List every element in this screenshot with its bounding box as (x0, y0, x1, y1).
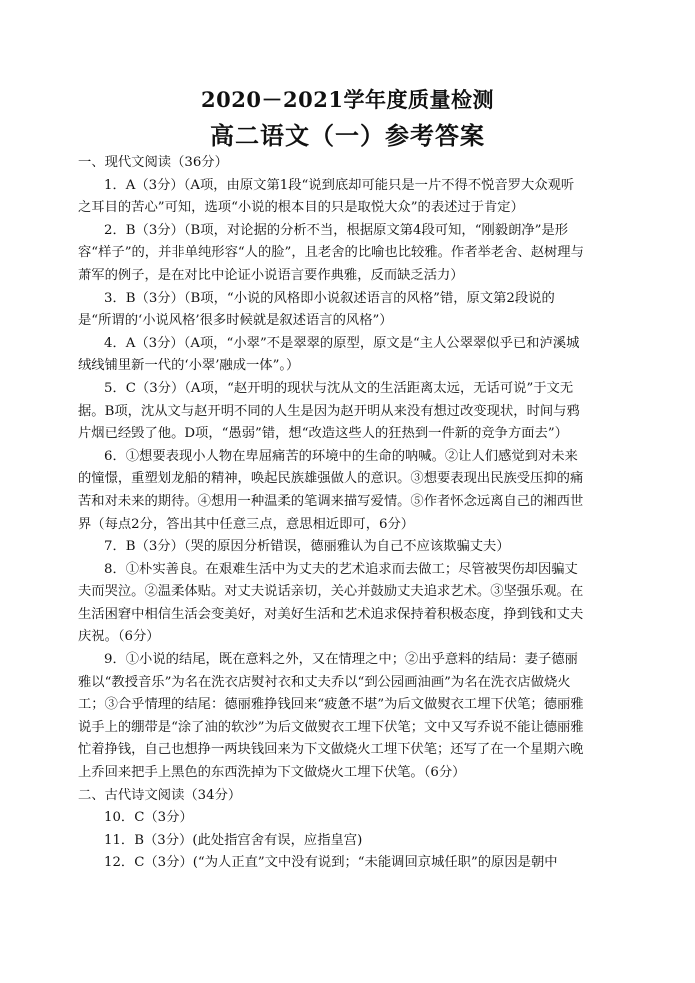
answer-item: 2．B（3分）（B项，对论据的分析不当，根据原文第4段可知，“刚毅朗净”是形容“样子”的，并非单纯形容“人的脸”，且老舍的比喻也比较雅。作者举老舍、赵树理与萧军的例子，是在对比中论证小说语言要作典雅，反而缺乏活力） (78, 222, 584, 283)
answer-item: 3．B（3分）（B项，“小说的风格即小说叙述语言的风格”错，原文第2段说的是“所谓的‘小说风格’很多时候就是叙述语言的风格”） (78, 290, 555, 329)
section-heading: 一、现代文阅读（36分） (78, 155, 228, 170)
answer-item: 4．A（3分）（A项，“小翠”不是翠翠的原型，原文是“主人公翠翠似乎已和泸溪城绒线铺里新一代的‘小翠’融成一体”。） (78, 335, 580, 374)
answer-body (78, 152, 586, 875)
answer-item: 10．C（3分） (104, 810, 193, 826)
answer-item: 12．C（3分）(“为人正直”文中没有说到；“未能调回京城任职”的原因是朝中 (104, 855, 558, 871)
document-subtitle: 高二语文（一）参考答案 (210, 121, 485, 150)
document-title: 2020－2021学年度质量检测 (201, 87, 494, 112)
section-heading: 二、古代诗文阅读（34分） (78, 787, 242, 803)
answer-item: 5．C（3分）（A项，“赵开明的现状与沈从文的生活距离太远，无话可说”于文无据。B项，沈从文与赵开明不同的人生是因为赵开明从来没有想过改变现状，时间与鸦片烟已经毁了他。D项，“愚弱”错，想“改造这些人的狂热到一件新的竞争方面去”） (78, 380, 580, 442)
answer-item: 7．B（3分）（哭的原因分析错误，德丽雅认为自己不应该欺骗丈夫） (104, 539, 510, 555)
answer-item: 8．①朴实善良。在艰难生活中为丈夫的艺术追求而去做工；尽管被哭伤却因骗丈夫而哭泣。②温柔体贴。对丈夫说话亲切，关心并鼓励丈夫追求艺术。③坚强乐观。在生活困窘中相信生活会变美好，对美好生活和艺术追求保持着积极态度，挣到钱和丈夫庆祝。（6分） (78, 561, 584, 645)
answer-item: 1．A（3分）（A项，由原文第1段“说到底却可能只是一片不得不悦音罗大众观听之耳目的苦心”可知，选项“小说的根本目的只是取悦大众”的表述过于肯定） (78, 177, 575, 216)
answer-item: 9．①小说的结尾，既在意料之外，又在情理之中；②出乎意料的结局：妻子德丽雅以“教授音乐”为名在洗衣店熨衬衣和丈夫乔以“到公园画油画”为名在洗衣店做烧火工；③合乎情理的结尾：德丽雅挣钱回来“疲惫不堪”为后文做熨衣工埋下伏笔；德丽雅说手上的绷带是“涂了油的软沙”为后文做熨衣工埋下伏笔；文中又写乔说不能让德丽雅忙着挣钱，自己也想挣一两块钱回来为下文做烧火工埋下伏笔；还写了在一个星期六晚上乔回来把手上黑色的东西洗掉为下文做烧火工埋下伏笔。（6分） (78, 652, 584, 781)
answer-item: 11．B（3分）(此处指宫舍有误，应指皇宫) (104, 832, 363, 848)
answer-item: 6．①想要表现小人物在卑屈痛苦的环境中的生命的呐喊。②让人们感觉到对未来的憧憬，重塑划龙船的精神，唤起民族雄强做人的意识。③想要表现出民族受压抑的痛苦和对未来的期待。④想用一种温柔的笔调来描写爱情。⑤作者怀念远离自己的湘西世界（每点2分，答出其中任意三点，意思相近即可，6分） (78, 448, 584, 532)
